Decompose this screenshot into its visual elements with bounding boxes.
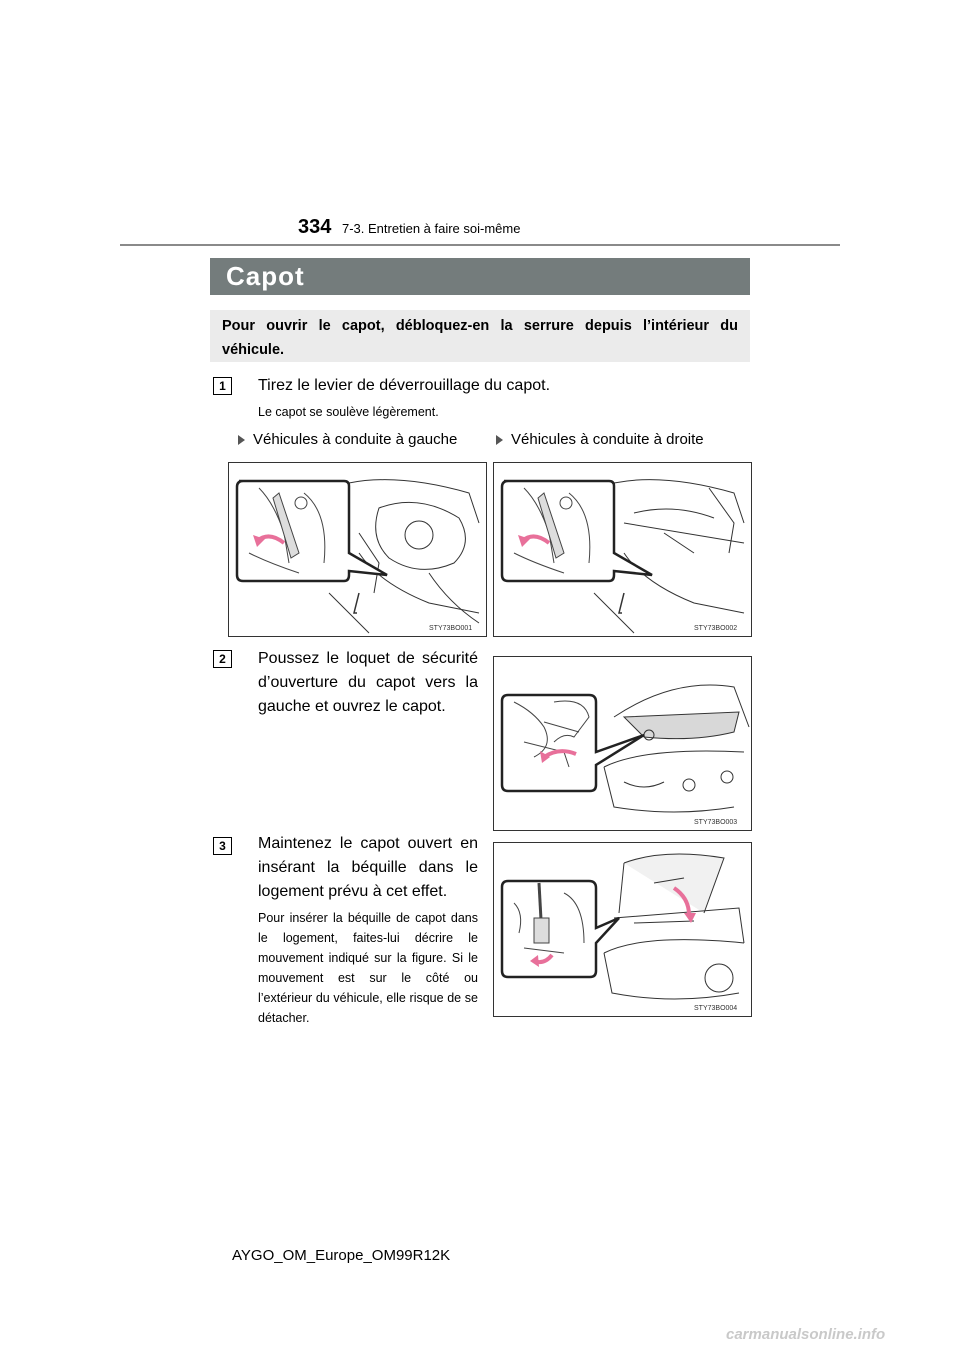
variant-rhd-heading	[496, 431, 704, 448]
variant-lhd-heading	[238, 431, 457, 448]
figure-code-3: STY73BO003	[694, 819, 738, 826]
section-title: 7-3. Entretien à faire soi-même	[342, 221, 521, 236]
triangle-bullet-icon	[496, 435, 503, 445]
triangle-bullet-icon	[238, 435, 245, 445]
step-1-note: Le capot se soulève légèrement.	[258, 405, 439, 419]
figure-lhd-release-lever	[228, 462, 487, 637]
step-number-3: 3	[213, 837, 232, 855]
lhd-illustration	[229, 463, 486, 636]
step-3-text: Maintenez le capot ouvert en insérant la béquille dans le logement prévu à cet effet.	[258, 835, 478, 900]
figure-code-1: STY73BO001	[429, 625, 473, 632]
figure-code-4: STY73BO004	[694, 1005, 738, 1012]
variant-rhd-label: Véhicules à conduite à droite	[511, 431, 704, 448]
step-number-1: 1	[213, 377, 232, 395]
figure-rhd-release-lever	[493, 462, 752, 637]
step-1-text: Tirez le levier de déverrouillage du capot.	[258, 377, 551, 394]
support-rod-illustration	[494, 843, 751, 1016]
page-title: Capot	[226, 261, 305, 291]
watermark: carmanualsonline.info	[726, 1326, 886, 1343]
step-3-note: Pour insérer la béquille de capot dans le logement, faites-lui décrire le mouvement indiqué sur la figure. Si le mouvement est sur le côté ou l’extérieur du véhicule, elle risque de se détacher.	[258, 911, 478, 1025]
figure-code-2: STY73BO002	[694, 625, 738, 632]
figure-hood-support-rod	[493, 842, 752, 1017]
header-rule	[120, 244, 840, 246]
figure-safety-catch	[493, 656, 752, 831]
step-number-2: 2	[213, 650, 232, 668]
rhd-illustration	[494, 463, 751, 636]
step-2-text: Poussez le loquet de sécurité d’ouverture du capot vers la gauche et ouvrez le capot.	[258, 650, 478, 715]
footer-doc-id: AYGO_OM_Europe_OM99R12K	[232, 1247, 451, 1264]
variant-lhd-label: Véhicules à conduite à gauche	[253, 431, 458, 448]
safety-catch-illustration	[494, 657, 751, 830]
page-number: 334	[298, 216, 332, 238]
intro-text: Pour ouvrir le capot, débloquez-en la serrure depuis l’intérieur du véhicule.	[222, 318, 738, 358]
